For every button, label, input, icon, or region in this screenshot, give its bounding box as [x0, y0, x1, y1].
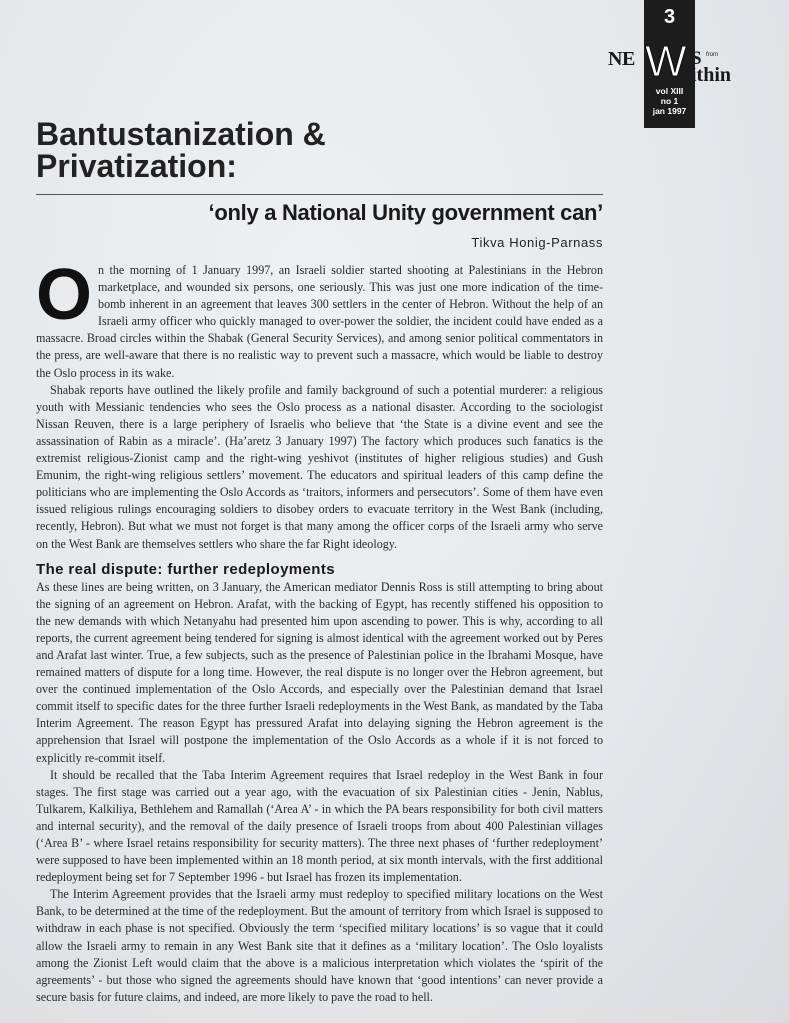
- paragraph-4: It should be recalled that the Taba Interim Agreement requires that Israel redeploy in the West Bank in four stages. The first stage was carried out a year ago, with the evacuation of six Palestinian cities - Jenin, Nablus, Tulkarem, Kalkiliya, Bethlehem and Ramallah (‘Area A’ - in which the PA bears responsibility for both civil matters and internal security), and the removal of the daily presence of Israeli troops from about 400 Palestinian villages (‘Area B’ - where Israel retains responsibility for security matters). The three next phases of ‘further redeployment’ were supposed to have been implemented within an 18 month period, at six month intervals, with the first additional redeployment being set for 7 September 1996 - but Israel has frozen its implementation.: [36, 767, 603, 885]
- issue-number: no 1: [660, 96, 679, 106]
- paragraph-3: As these lines are being written, on 3 January, the American mediator Dennis Ross is still attempting to bring about the signing of an agreement on Hebron. Arafat, with the backing of Egypt, has recently stiffened his opposition to the new demands with which Netanyahu had presented him upon ascending to power. This is why, according to all reports, the current agreement being tendered for signing is almost identical with the agreement worked out by Peres and Arafat last winter. True, a few subjects, such as the presence of Palestinian police in the Ibrahami Mosque, have remained matters of dispute for a long time. However, the real dispute is no longer over the Hebron agreement, but over the continued implementation of the Oslo Accords, and especially over the Palestinian demand that Israel commit itself to specific dates for the three further Israeli redeployments in the West Bank, as mandated by the Taba Interim Agreement. The reason Egypt has pressured Arafat into delaying signing the Hebron agreement is the apprehension that Israel will postpone the implementation of the Oslo Accords as a whole if it is not forced to explicitly re-commit itself.: [36, 579, 603, 765]
- title-rule: [36, 194, 603, 195]
- news-from-within-logo: [608, 37, 748, 86]
- drop-cap: O: [36, 255, 93, 335]
- issue-date: jan 1997: [652, 106, 687, 116]
- article-title: [36, 118, 616, 182]
- paragraph-5: The Interim Agreement provides that the Israeli army must redeploy to specified military locations on the West Bank, to be determined at the time of the redeployment. But the amount of territory from which Israel is supposed to withdraw in each phase is not specified. Obviously the term ‘specified military locations’ is so vague that it could allow the Israeli army to remain in any West Bank site that it defines as a ‘military location’. The Oslo loyalists among the Zionist Left would claim that the above is a malicious interpretation which violates the ‘spirit of the agreements’ - but those who signed the agreements should have known that ‘good intentions’ can never provide a secure basis for future claims, and indeed, are more likely to pave the road to hell.: [36, 887, 603, 1004]
- logo-s: S: [691, 48, 702, 69]
- logo-from: from: [706, 52, 718, 58]
- article-body: [36, 255, 603, 1006]
- article-subtitle: ‘only a National Unity government can’: [208, 200, 603, 225]
- title-line-2: Privatization:: [36, 148, 237, 184]
- paragraph-1: [36, 255, 603, 382]
- issue-info: [644, 86, 695, 116]
- logo-ne: NE: [608, 48, 635, 70]
- logo-w: W: [645, 37, 687, 86]
- section-heading: The real dispute: further redeployments: [36, 560, 335, 578]
- article-author: Tikva Honig-Parnass: [471, 235, 603, 250]
- paragraph-1-text: n the morning of 1 January 1997, an Israeli soldier started shooting at Palestinians in the Hebron marketplace, and wounded six persons, one seriously. This was just one more indication of the time-bomb inherent in an agreement that leaves 300 settlers in the center of Hebron. Without the help of an Israeli army officer who quickly managed to over-power the soldier, the incident could have ended as a massacre. Broad circles within the Shabak (General Security Services), and among senior political commentators in the press, are well-aware that there is no realistic way to prevent such a massacre, which would be liable to destroy the Oslo process in its wake.: [36, 263, 603, 380]
- page-number: 3: [663, 6, 676, 28]
- volume: vol XIII: [655, 86, 684, 96]
- logo-ithin: ithin: [691, 64, 732, 86]
- paragraph-2: Shabak reports have outlined the likely profile and family background of such a potential murderer: a religious youth with Messianic tendencies who sees the Oslo process as a national disaster. According to the sociologist Nissan Reuven, there is a large periphery of Israelis who believe that ‘the State is a divine event and see the assassination of Rabin as a miracle’. (Ha’aretz 3 January 1997) The factory which produces such fanatics is the extremist religious-Zionist camp and the right-wing yeshivot (institutes of higher religious studies) and Gush Emunim, the right-wing religious settlers’ movement. The educators and spiritual leaders of this camp define the politicians who are implementing the Oslo Accords as ‘traitors, informers and persecutors’. Some of them have even issued religious rulings encouraging soldiers to disobey orders to evacuate territory in the West Bank (including, recently, Hebron). But what we must not forget is that many among the officer corps of the Israeli army who serve on the West Bank are themselves settlers who share the far Right ideology.: [36, 382, 603, 551]
- title-line-1: Bantustanization &: [36, 116, 326, 152]
